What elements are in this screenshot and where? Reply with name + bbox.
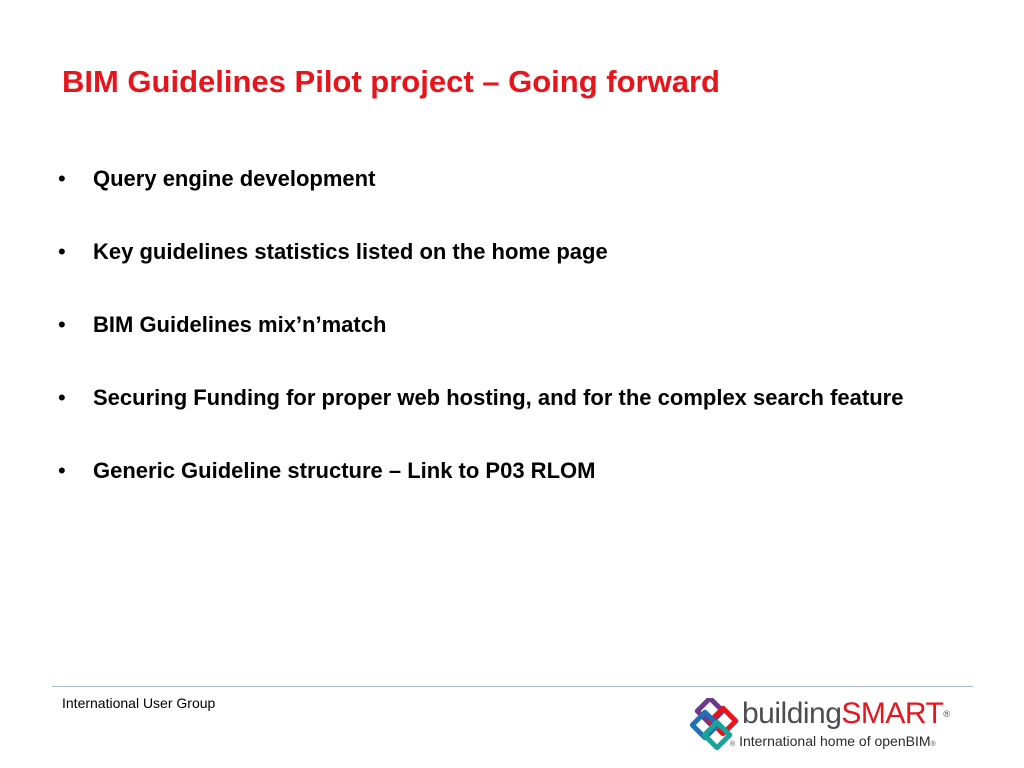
- bullet-text: BIM Guidelines mix’n’match: [93, 312, 387, 337]
- buildingsmart-logo: [690, 698, 980, 754]
- bullet-marker: •: [58, 312, 66, 337]
- logo-tagline-text: International home of openBIM: [739, 733, 931, 749]
- logo-word-smart: SMART: [841, 697, 944, 730]
- bullet-marker: •: [58, 385, 66, 410]
- logo-wordmark: [742, 696, 950, 732]
- logo-tagline-registered-mark-end: ®: [930, 741, 936, 748]
- bullet-item-query-engine: [58, 163, 958, 194]
- bullet-item-statistics: [58, 236, 958, 267]
- bullet-text: Securing Funding for proper web hosting, and for the complex search feature: [93, 385, 904, 410]
- slide-title: BIM Guidelines Pilot project – Going forward: [62, 64, 720, 99]
- logo-tagline-registered-mark: ®: [730, 741, 736, 748]
- bullet-text: Generic Guideline structure – Link to P03 RLOM: [93, 458, 596, 483]
- bullet-marker: •: [58, 239, 66, 264]
- bullet-text: Query engine development: [93, 166, 376, 191]
- footer-divider: [52, 686, 973, 687]
- bullet-item-funding: [58, 382, 958, 413]
- bullet-item-mix-n-match: [58, 309, 958, 340]
- logo-word-building: building: [742, 697, 842, 730]
- bullet-item-generic-structure: [58, 455, 958, 486]
- logo-tagline: [730, 733, 936, 753]
- bullet-list: [58, 163, 958, 528]
- bullet-marker: •: [58, 458, 66, 483]
- footer-text: International User Group: [62, 695, 216, 711]
- bullet-text: Key guidelines statistics listed on the home page: [93, 239, 608, 264]
- logo-registered-mark: ®: [943, 709, 950, 719]
- bullet-marker: •: [58, 166, 66, 191]
